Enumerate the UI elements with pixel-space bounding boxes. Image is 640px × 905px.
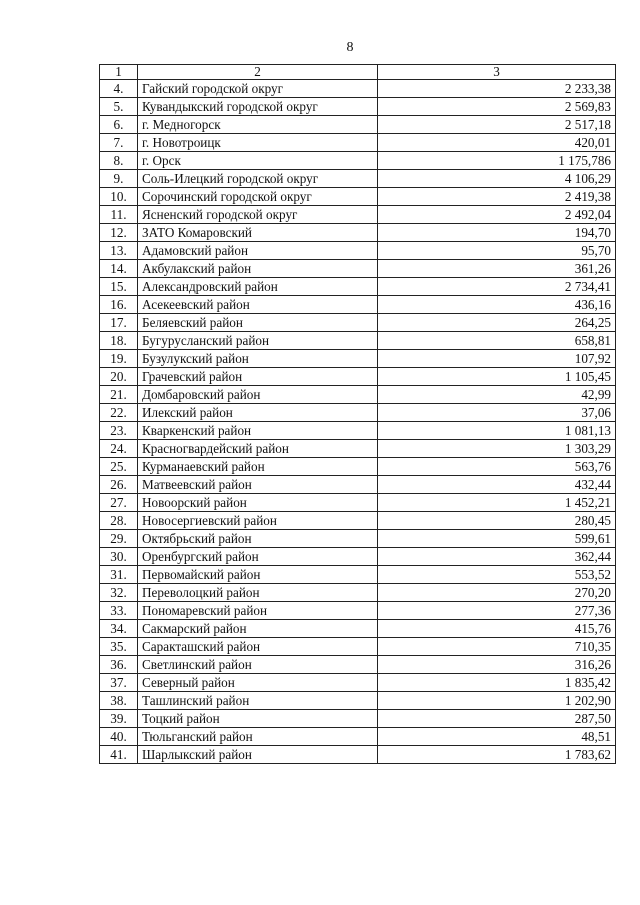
row-name: Бугурусланский район: [138, 332, 378, 350]
table-row: [100, 476, 616, 494]
row-number: 12.: [100, 224, 138, 242]
row-name: Соль-Илецкий городской округ: [138, 170, 378, 188]
row-name: Сакмарский район: [138, 620, 378, 638]
row-number: 13.: [100, 242, 138, 260]
row-name: Октябрьский район: [138, 530, 378, 548]
row-name: Саракташский район: [138, 638, 378, 656]
row-number: 37.: [100, 674, 138, 692]
table-row: [100, 530, 616, 548]
row-name: Курманаевский район: [138, 458, 378, 476]
row-name: Новосергиевский район: [138, 512, 378, 530]
row-number: 7.: [100, 134, 138, 152]
table-row: [100, 710, 616, 728]
row-number: 5.: [100, 98, 138, 116]
table-row: [100, 692, 616, 710]
table-header-row: [100, 65, 616, 80]
row-name: Новоорский район: [138, 494, 378, 512]
table-row: [100, 80, 616, 98]
row-value: 1 202,90: [378, 692, 616, 710]
table-row: [100, 404, 616, 422]
row-value: 1 105,45: [378, 368, 616, 386]
row-number: 25.: [100, 458, 138, 476]
row-name: Матвеевский район: [138, 476, 378, 494]
row-number: 9.: [100, 170, 138, 188]
row-number: 28.: [100, 512, 138, 530]
row-number: 10.: [100, 188, 138, 206]
table-row: [100, 314, 616, 332]
row-number: 22.: [100, 404, 138, 422]
row-value: 2 734,41: [378, 278, 616, 296]
data-table: [99, 64, 616, 764]
row-value: 420,01: [378, 134, 616, 152]
row-number: 16.: [100, 296, 138, 314]
row-number: 23.: [100, 422, 138, 440]
table-row: [100, 116, 616, 134]
row-number: 33.: [100, 602, 138, 620]
row-number: 24.: [100, 440, 138, 458]
table-row: [100, 98, 616, 116]
row-name: Адамовский район: [138, 242, 378, 260]
table-row: [100, 134, 616, 152]
row-number: 15.: [100, 278, 138, 296]
row-value: 270,20: [378, 584, 616, 602]
row-name: г. Новотроицк: [138, 134, 378, 152]
row-name: Акбулакский район: [138, 260, 378, 278]
row-value: 42,99: [378, 386, 616, 404]
row-value: 287,50: [378, 710, 616, 728]
row-value: 2 419,38: [378, 188, 616, 206]
table-row: [100, 440, 616, 458]
row-value: 710,35: [378, 638, 616, 656]
row-value: 1 452,21: [378, 494, 616, 512]
row-number: 34.: [100, 620, 138, 638]
table-row: [100, 332, 616, 350]
row-value: 361,26: [378, 260, 616, 278]
row-number: 19.: [100, 350, 138, 368]
row-name: Переволоцкий район: [138, 584, 378, 602]
table-row: [100, 386, 616, 404]
row-number: 31.: [100, 566, 138, 584]
row-value: 432,44: [378, 476, 616, 494]
row-name: Пономаревский район: [138, 602, 378, 620]
row-number: 36.: [100, 656, 138, 674]
row-number: 39.: [100, 710, 138, 728]
row-value: 563,76: [378, 458, 616, 476]
row-number: 14.: [100, 260, 138, 278]
table-row: [100, 638, 616, 656]
row-name: Илекский район: [138, 404, 378, 422]
row-name: Тоцкий район: [138, 710, 378, 728]
row-name: Шарлыкский район: [138, 746, 378, 764]
row-name: Красногвардейский район: [138, 440, 378, 458]
row-value: 277,36: [378, 602, 616, 620]
row-name: Асекеевский район: [138, 296, 378, 314]
row-number: 6.: [100, 116, 138, 134]
table-row: [100, 206, 616, 224]
table-row: [100, 602, 616, 620]
table-row: [100, 566, 616, 584]
row-value: 1 175,786: [378, 152, 616, 170]
row-number: 17.: [100, 314, 138, 332]
row-name: Грачевский район: [138, 368, 378, 386]
row-name: Сорочинский городской округ: [138, 188, 378, 206]
table-row: [100, 458, 616, 476]
table-row: [100, 746, 616, 764]
row-value: 264,25: [378, 314, 616, 332]
row-number: 26.: [100, 476, 138, 494]
column-header-3: 3: [378, 65, 616, 80]
table-row: [100, 728, 616, 746]
row-number: 21.: [100, 386, 138, 404]
row-value: 362,44: [378, 548, 616, 566]
table-row: [100, 494, 616, 512]
table-row: [100, 674, 616, 692]
table-row: [100, 368, 616, 386]
table-row: [100, 224, 616, 242]
row-name: Оренбургский район: [138, 548, 378, 566]
row-value: 280,45: [378, 512, 616, 530]
row-name: Гайский городской округ: [138, 80, 378, 98]
row-number: 40.: [100, 728, 138, 746]
row-number: 8.: [100, 152, 138, 170]
row-value: 316,26: [378, 656, 616, 674]
row-name: Александровский район: [138, 278, 378, 296]
table-row: [100, 152, 616, 170]
table-row: [100, 278, 616, 296]
row-value: 1 081,13: [378, 422, 616, 440]
row-number: 38.: [100, 692, 138, 710]
row-value: 415,76: [378, 620, 616, 638]
row-value: 1 835,42: [378, 674, 616, 692]
row-name: Кувандыкский городской округ: [138, 98, 378, 116]
row-name: ЗАТО Комаровский: [138, 224, 378, 242]
row-value: 2 569,83: [378, 98, 616, 116]
column-header-1: 1: [100, 65, 138, 80]
row-value: 37,06: [378, 404, 616, 422]
row-number: 41.: [100, 746, 138, 764]
row-name: г. Орск: [138, 152, 378, 170]
row-number: 30.: [100, 548, 138, 566]
row-number: 4.: [100, 80, 138, 98]
row-name: Бузулукский район: [138, 350, 378, 368]
table-row: [100, 584, 616, 602]
table-row: [100, 620, 616, 638]
row-value: 48,51: [378, 728, 616, 746]
row-value: 1 783,62: [378, 746, 616, 764]
row-number: 27.: [100, 494, 138, 512]
page-number: 8: [346, 40, 354, 55]
row-value: 436,16: [378, 296, 616, 314]
row-value: 1 303,29: [378, 440, 616, 458]
row-name: Северный район: [138, 674, 378, 692]
row-value: 599,61: [378, 530, 616, 548]
row-number: 32.: [100, 584, 138, 602]
row-name: Беляевский район: [138, 314, 378, 332]
row-value: 658,81: [378, 332, 616, 350]
row-name: Ташлинский район: [138, 692, 378, 710]
row-number: 11.: [100, 206, 138, 224]
table-row: [100, 260, 616, 278]
row-value: 95,70: [378, 242, 616, 260]
row-value: 2 517,18: [378, 116, 616, 134]
row-name: Светлинский район: [138, 656, 378, 674]
column-header-2: 2: [138, 65, 378, 80]
table-row: [100, 242, 616, 260]
row-name: Кваркенский район: [138, 422, 378, 440]
table-row: [100, 512, 616, 530]
row-value: 553,52: [378, 566, 616, 584]
row-value: 107,92: [378, 350, 616, 368]
table-row: [100, 656, 616, 674]
table-row: [100, 170, 616, 188]
table-row: [100, 296, 616, 314]
row-value: 194,70: [378, 224, 616, 242]
table-row: [100, 188, 616, 206]
table-row: [100, 350, 616, 368]
row-number: 20.: [100, 368, 138, 386]
row-name: Тюльганский район: [138, 728, 378, 746]
row-value: 2 492,04: [378, 206, 616, 224]
row-value: 2 233,38: [378, 80, 616, 98]
row-name: г. Медногорск: [138, 116, 378, 134]
row-number: 35.: [100, 638, 138, 656]
row-number: 18.: [100, 332, 138, 350]
table-row: [100, 548, 616, 566]
row-name: Первомайский район: [138, 566, 378, 584]
row-name: Ясненский городской округ: [138, 206, 378, 224]
table-row: [100, 422, 616, 440]
row-number: 29.: [100, 530, 138, 548]
row-value: 4 106,29: [378, 170, 616, 188]
row-name: Домбаровский район: [138, 386, 378, 404]
